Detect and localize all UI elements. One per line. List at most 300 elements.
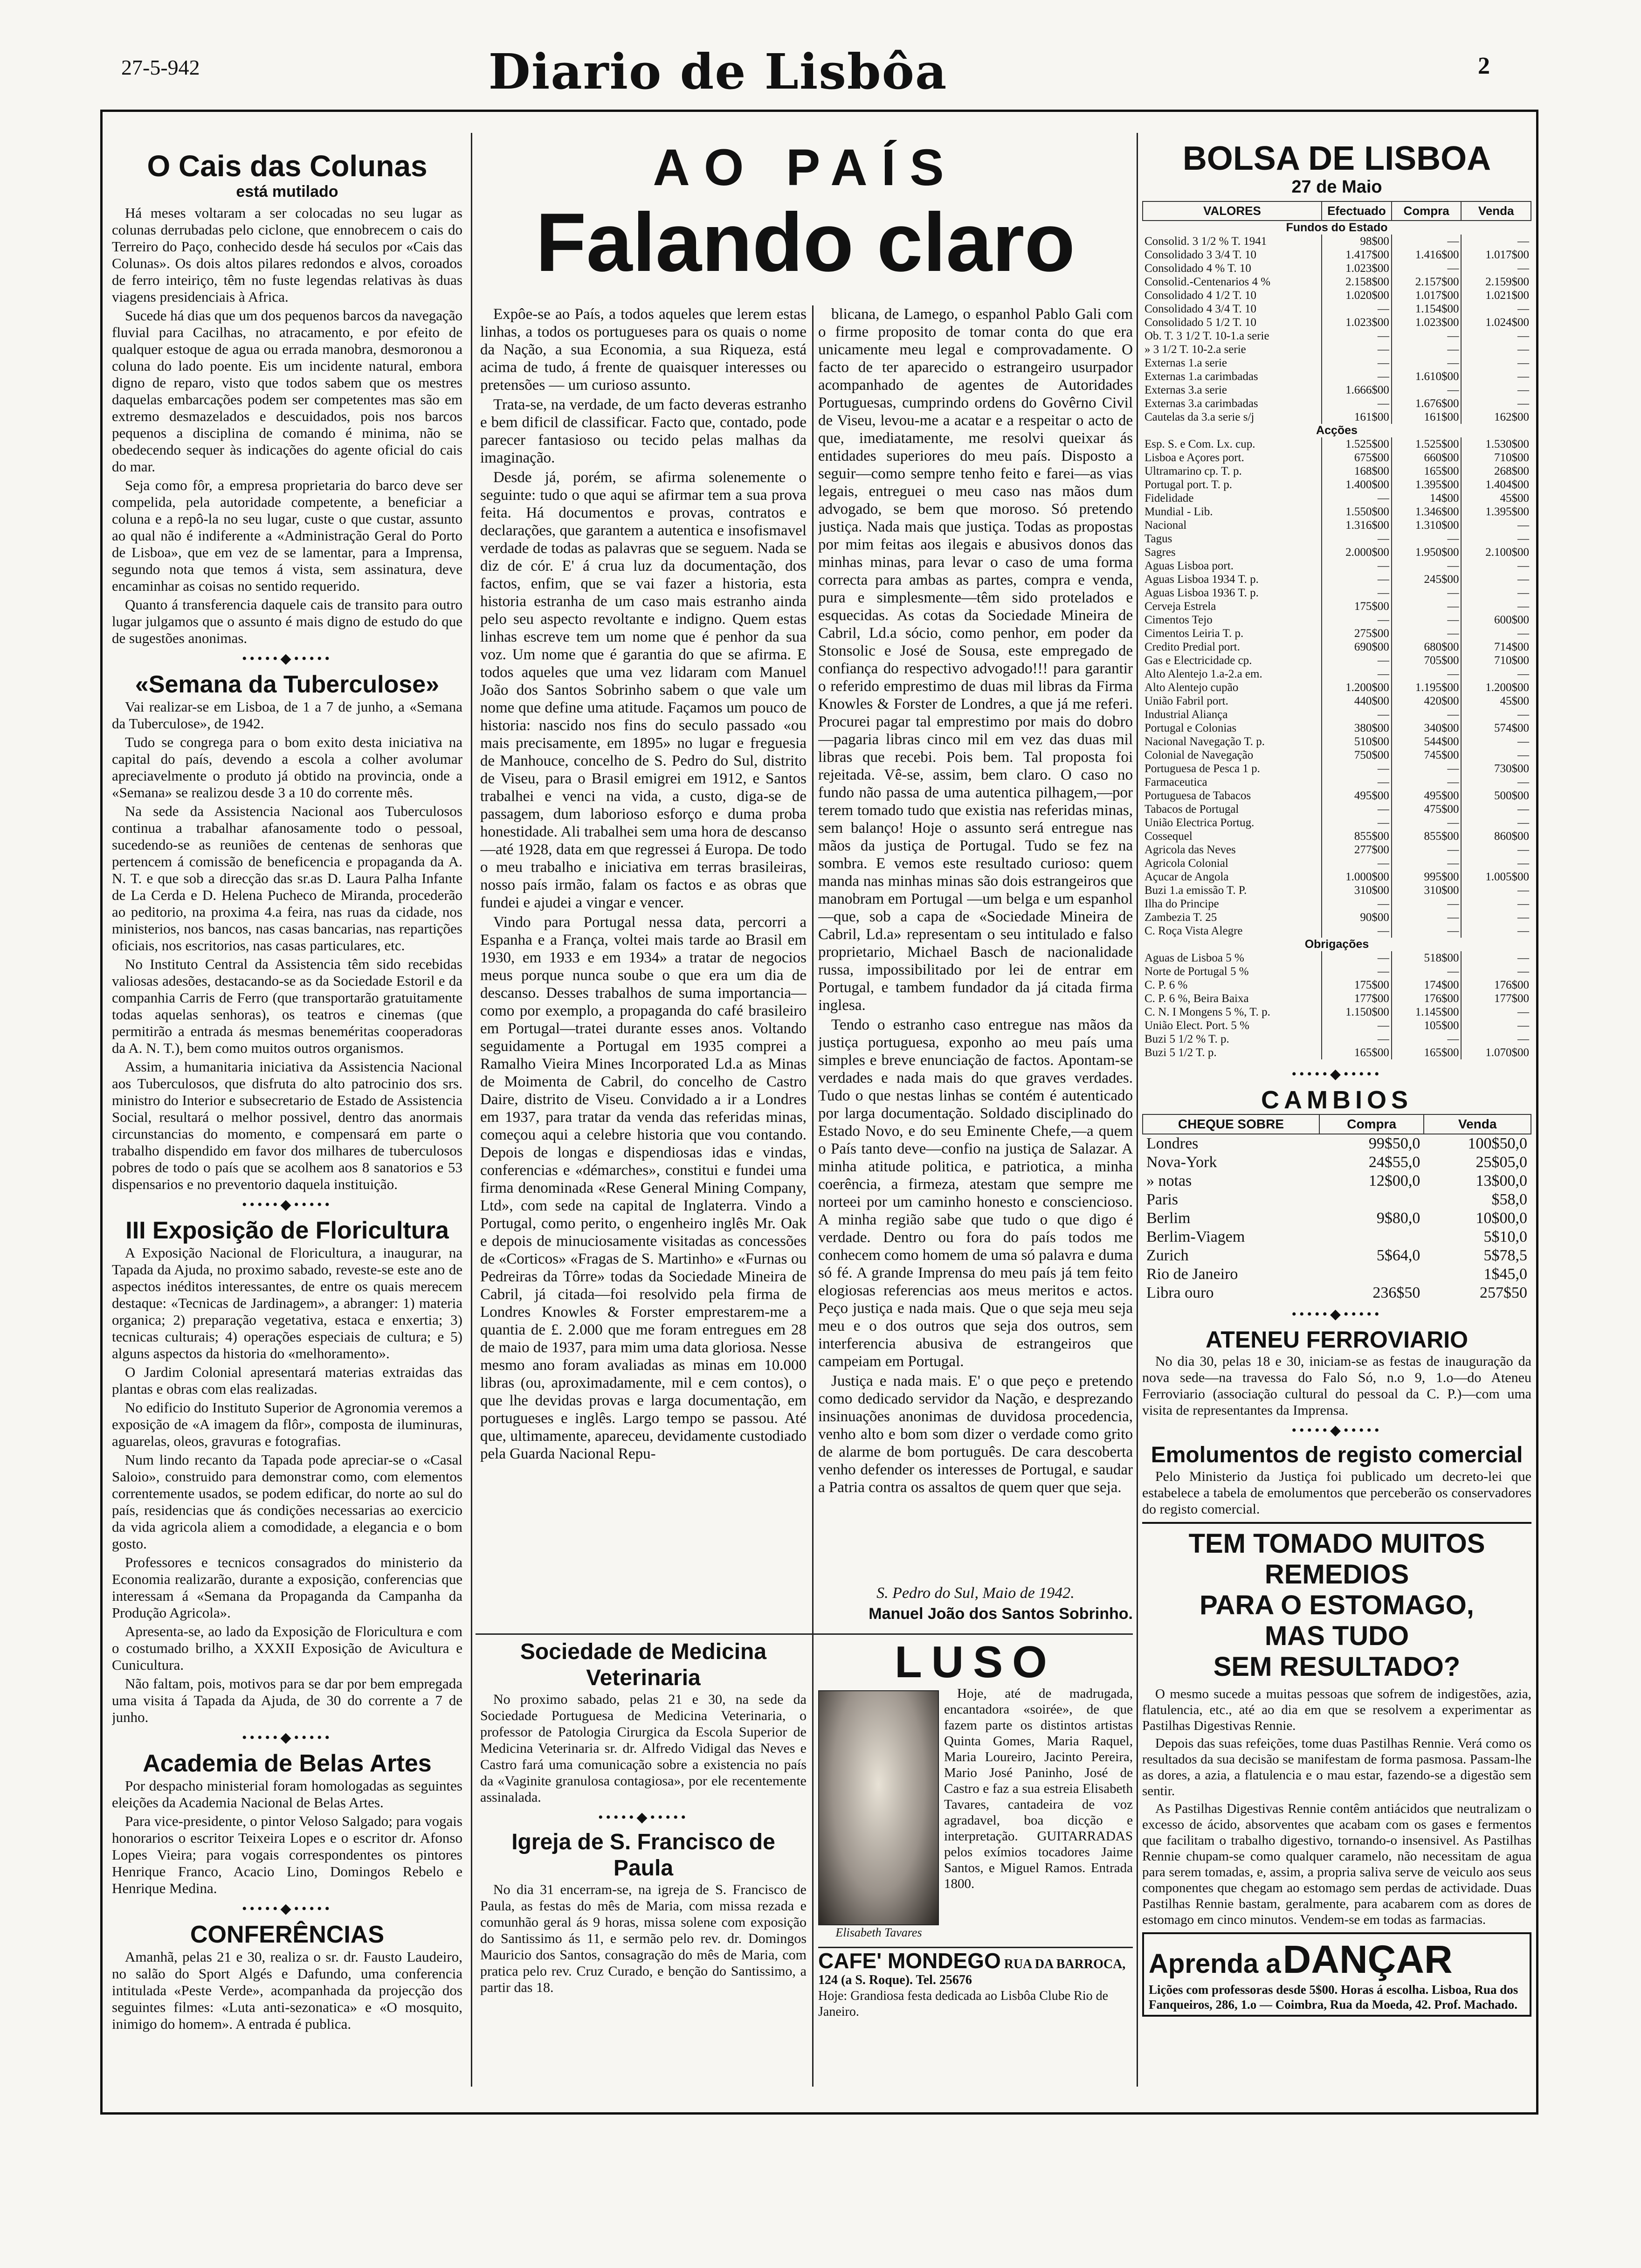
table-row — [1143, 1046, 1531, 1059]
table-row — [1143, 830, 1531, 843]
price-cell: 1.416$00 — [1392, 248, 1462, 262]
luso-title: LUSO — [895, 1639, 1056, 1687]
price-cell: — — [1461, 235, 1531, 248]
price-cell: 45$00 — [1461, 694, 1531, 708]
price-cell: 860$00 — [1461, 830, 1531, 843]
group-label: Acções — [1316, 424, 1358, 437]
danca-text: Lições com professoras desde 5$00. Horas á escolha. Lisboa, Rua dos Fanqueiros, 286, 1.o — Coimbra, Rua da Moeda, 42. Prof. Machado. — [1149, 1983, 1518, 2012]
table-row — [1143, 951, 1531, 965]
security-name: Consolidado 5 1/2 T. 10 — [1145, 316, 1257, 329]
price-cell: 1.525$00 — [1392, 437, 1462, 451]
price-cell: — — [1322, 857, 1392, 870]
table-row — [1143, 654, 1531, 667]
price-cell: — — [1392, 559, 1462, 573]
price-cell: 340$00 — [1392, 721, 1462, 735]
table-row — [1143, 1153, 1531, 1172]
security-name: Norte de Portugal 5 % — [1145, 965, 1249, 978]
ornament-divider: •••••◆••••• — [1291, 1066, 1382, 1082]
table-row — [1143, 519, 1531, 532]
price-cell: 518$00 — [1392, 951, 1462, 965]
rennie-headline-4: MAS TUDO — [1264, 1621, 1409, 1651]
price-cell: 161$00 — [1392, 410, 1462, 424]
price-cell: — — [1461, 329, 1531, 343]
price-cell: — — [1392, 1032, 1462, 1046]
price-cell: 1.316$00 — [1322, 519, 1392, 532]
rate-cell — [1319, 1228, 1424, 1246]
price-cell: 1.404$00 — [1461, 478, 1531, 491]
price-cell: 1.195$00 — [1392, 681, 1462, 694]
security-name: Consolid. 3 1/2 % T. 1941 — [1145, 235, 1267, 248]
price-cell: — — [1392, 857, 1462, 870]
price-cell: — — [1461, 262, 1531, 275]
group-label: Fundos do Estado — [1286, 221, 1388, 234]
ornament-divider: •••••◆••••• — [241, 1901, 333, 1916]
table-row — [1143, 262, 1531, 275]
security-name: Tagus — [1145, 532, 1172, 545]
ateneu-title: ATENEU FERROVIARIO — [1206, 1327, 1468, 1353]
security-name: Zambezia T. 25 — [1145, 911, 1217, 924]
price-cell: — — [1461, 370, 1531, 383]
price-cell: — — [1322, 613, 1392, 627]
price-cell: — — [1322, 762, 1392, 775]
security-name: Externas 1.a serie — [1145, 357, 1227, 369]
security-name: Cautelas da 3.a serie s/j — [1145, 411, 1255, 423]
price-cell: — — [1322, 708, 1392, 721]
table-row — [1143, 1005, 1531, 1019]
price-cell: 168$00 — [1322, 464, 1392, 478]
table-header-row — [1143, 1114, 1531, 1134]
price-cell: 750$00 — [1322, 748, 1392, 762]
price-cell: — — [1392, 532, 1462, 546]
price-cell: 745$00 — [1392, 748, 1462, 762]
price-cell: — — [1322, 397, 1392, 410]
price-cell: 1.154$00 — [1392, 302, 1462, 316]
security-name: Portugal e Colonias — [1145, 722, 1237, 734]
price-cell: 245$00 — [1392, 573, 1462, 586]
security-name: Aguas de Lisboa 5 % — [1145, 952, 1244, 964]
price-cell: 574$00 — [1461, 721, 1531, 735]
group-row — [1143, 221, 1531, 235]
security-name: Agricola das Neves — [1145, 844, 1236, 856]
price-cell: 1.017$00 — [1392, 289, 1462, 302]
paragraph: No edificio do Instituto Superior de Agronomia veremos a exposição de «A imagem da flôr», composta de iluminuras, aguarelas, oleos, gravuras e fotografias. — [112, 1399, 462, 1449]
exchange-place: Londres — [1146, 1135, 1199, 1152]
price-cell: — — [1392, 235, 1462, 248]
security-name: Fidelidade — [1145, 492, 1194, 505]
table-row — [1143, 1190, 1531, 1209]
paragraph: blicana, de Lamego, o espanhol Pablo Gali com o firme proposito de tomar conta do que era unicamente meu legal e comprovadamente. O facto de ter aparecido o estrangeiro usurpador acompanhado de agentes de Autoridades Portuguesas, cumprindo ordens do Govêrno Civil de Viseu, levou-me a acatar e a respeitar o acto de que, imediatamente, me resolvi queixar ás entidades superiores do meu país. Disposto a seguir—como sempre tenho feito e farei—as vias legais, entreguei o meu caso nas mãos dum advogado, se bem que moroso. Só pretendo justiça. Nada mais que justiça. Todas as propostas por mim feitas aos ilegais e abusivos donos das minhas minas, para levar o caso de uma forma correcta para ambas as partes, compra e venda, pura e simplesmente—têm sido protelados e esquecidas. As cotas da Sociedade Mineira de Cabril, Ld.a sócio, como penhor, em poder da Stonsolic e José de Sousa, este empregado de confiança do respectivo advogado!!! para garantir o referido emprestimo de duas mil libras da Firma Knowles & Forster de Londres, a que já me referi. Procurei pagar tal emprestimo por mais do dobro—pagaria libras cinco mil em vez das duas mil libras que recebi. Pois bem. Tal proposta foi rejeitada. Vê-se, assim, bem claro. O caso no fundo não passa de uma autentica pilhagem,—por terem tomado tudo que existia nas referidas minas, sem balanço! Hoje o assunto será entregue nas mãos da justiça de Portugal. Tudo se fez na sombra. E vemos este resultado curioso: quem manda nas minhas minas são dois estrangeiros que manobram em Portugal —um belga e um espanhol—que, sob a capa de «Sociedade Mineira de Cabril, Ld.a» representam o seu intitulado e falso proprietario, Michael Basch de nacionalidade russa, impossibilitado por lei de entrar em Portugal, e tambem fundador da já citada firma inglesa. — [818, 306, 1133, 1014]
rate-cell: 25$05,0 — [1476, 1154, 1527, 1171]
security-name: » 3 1/2 T. 10-2.a serie — [1145, 343, 1246, 356]
price-cell: — — [1322, 654, 1392, 667]
table-row — [1143, 586, 1531, 600]
table-row — [1143, 248, 1531, 262]
price-cell: 510$00 — [1322, 735, 1392, 748]
price-cell: — — [1322, 951, 1392, 965]
security-name: Consolidado 4 3/4 T. 10 — [1145, 303, 1257, 315]
price-cell: — — [1461, 924, 1531, 938]
luso-text — [944, 1686, 1133, 1894]
cambios-table — [1142, 1114, 1531, 1302]
cambios-title: CAMBIOS — [1261, 1086, 1413, 1114]
price-cell: — — [1392, 897, 1462, 911]
bolsa-title: BOLSA DE LISBOA — [1182, 140, 1491, 177]
table-row — [1143, 329, 1531, 343]
price-cell: 2.158$00 — [1322, 275, 1392, 289]
price-cell: — — [1392, 383, 1462, 397]
price-cell: 1.950$00 — [1392, 546, 1462, 559]
table-row — [1143, 1172, 1531, 1190]
table-row — [1143, 681, 1531, 694]
security-name: Alto Alentejo cupão — [1145, 681, 1239, 694]
security-name: Portuguesa de Pesca 1 p. — [1145, 762, 1260, 775]
price-cell: 105$00 — [1392, 1019, 1462, 1032]
price-cell: 98$00 — [1322, 235, 1392, 248]
price-cell: 1.417$00 — [1322, 248, 1392, 262]
paragraph: Vindo para Portugal nessa data, percorri a Espanha e a França, voltei mais tarde ao Brasil em 1930, em 1933 e em 1934» a tratar de negocios meus porque nunca soube o que era um dia de descanso. Desses trabalhos de suma importancia—como por exemplo, a propaganda do café brasileiro em Portugal—tratei durante esses anos. Voltando seguidamente a Portugal em 1935 comprei a Ramalho Vieira Mines Incorporated Ld.a as Minas de Moimenta de Cabril, do concelho de Castro Daire, distrito de Viseu. Convidado a ir a Londres em 1937, para tratar da venda das referidas minas, começou aqui a celebre historia que vou contando. Depois de longas e dispendiosas idas e vindas, conferencias e «démarches», constitui e fundei uma firma denominada «Rese General Mining Company, Ltd», com sede na capital de Inglaterra. Vindo a Portugal, como perito, o engenheiro inglês Mr. Oak e depois de minuciosamente visitadas as concessões de «Corticos» «Fragas de S. Martinho» e «Furnas ou Pedreiras da Tôrre» todas da Sociedade Mineira de Cabril, já citada—foi resolvido pela firma de Londres Knowles & Forster emprestarem-me a quantia de £. 2.000 que me foram entregues em 28 de maio de 1937, para mim uma data gloriosa. Nesse mesmo ano foram avaliadas as minas em 10.000 libras (ou, aproximadamente, mil e cem contos), o que lhe devidas provas e larga documentação, em portugueses e inglês. Largo tempo se passou. Até que, ultimamente, apareceu, devidamente custodiado pela Guarda Nacional Repu- — [480, 914, 807, 1462]
price-cell: 420$00 — [1392, 694, 1462, 708]
price-cell: 440$00 — [1322, 694, 1392, 708]
exchange-place: Paris — [1146, 1191, 1178, 1208]
price-cell: — — [1322, 370, 1392, 383]
paragraph: Hoje, até de madrugada, encantadora «soirée», de que fazem parte os distintos artistas Quinta Gomes, Maria Raquel, Maria Loureiro, Jacinto Pereira, Mario José Paninho, José de Castro e faz a sua estreia Elisabeth Tavares, cantadeira de voz agradavel, boa dicção e interpretação. GUITARRADAS pelos exímios tocadores Jaime Santos, e Miguel Ramos. Entrada 1800. — [944, 1686, 1133, 1891]
price-cell: — — [1322, 532, 1392, 546]
price-cell: 1.395$00 — [1461, 505, 1531, 519]
security-name: Consolidado 4 1/2 T. 10 — [1145, 289, 1257, 302]
price-cell: 177$00 — [1461, 992, 1531, 1005]
table-row — [1143, 546, 1531, 559]
group-label: Obrigações — [1304, 938, 1369, 951]
price-cell: 174$00 — [1392, 978, 1462, 992]
bolsa-table — [1142, 201, 1531, 1059]
price-cell: 165$00 — [1392, 464, 1462, 478]
price-cell: — — [1392, 924, 1462, 938]
editorial-dateline: S. Pedro do Sul, Maio de 1942. — [876, 1584, 1075, 1602]
price-cell: 1.021$00 — [1461, 289, 1531, 302]
column-rule — [812, 1633, 814, 2087]
column-header: Efectuado — [1322, 201, 1392, 221]
price-cell: — — [1392, 356, 1462, 370]
table-row — [1143, 410, 1531, 424]
price-cell: 710$00 — [1461, 654, 1531, 667]
security-name: União Electrica Portug. — [1145, 816, 1255, 829]
price-cell: — — [1392, 262, 1462, 275]
price-cell: — — [1392, 613, 1462, 627]
price-cell: 1.005$00 — [1461, 870, 1531, 884]
security-name: Sagres — [1145, 546, 1176, 559]
table-row — [1143, 1032, 1531, 1046]
newspaper-masthead: Diario de Lisbôa — [488, 43, 948, 100]
table-row — [1143, 1019, 1531, 1032]
price-cell: — — [1392, 586, 1462, 600]
price-cell: 176$00 — [1392, 992, 1462, 1005]
danca-advert — [1142, 1932, 1531, 2017]
price-cell: 177$00 — [1322, 992, 1392, 1005]
price-cell: — — [1461, 519, 1531, 532]
paragraph: Justiça e nada mais. E' o que peço e pretendo como dedicado servidor da Nação, e desprezando insinuações anonimas de duvidosa procedencia, venho alto e bom som dizer o verdade como grito de alarme de bom português. De cara descoberta venho defender os interesses de Portugal, e saudar a Patria contra os assaltos de quem quer que seja. — [818, 1373, 1133, 1496]
semana-title: «Semana da Tuberculose» — [135, 671, 440, 698]
price-cell: — — [1392, 708, 1462, 721]
table-row — [1143, 789, 1531, 802]
table-row — [1143, 491, 1531, 505]
rate-cell: 9$80,0 — [1376, 1210, 1420, 1227]
rate-cell: 5$78,5 — [1483, 1247, 1527, 1264]
table-header-row — [1143, 201, 1531, 221]
security-name: Cimentos Leiria T. p. — [1145, 627, 1244, 640]
paragraph: O Jardim Colonial apresentará materias extraidas das plantas e obras com elas realizadas. — [112, 1364, 462, 1397]
price-cell: — — [1322, 586, 1392, 600]
section-rule — [476, 1633, 1133, 1635]
paragraph: Assim, a humanitaria iniciativa da Assistencia Nacional aos Tuberculosos, que disfruta do alto patrocinio dos srs. ministro do Interior e subsecretario de Estado de Assistencia Social, resultará o melhor possivel, dentro das anormais circunstancias do momento, e compensará em parte o trabalho dispendido em favor dos milhares de tuberculosos pobres de todo o país que se acolhem aos 8 sanatorios e 53 dispensarios e no preventorio daquela instituição. — [112, 1058, 462, 1192]
emolumentos-title: Emolumentos de registo comercial — [1151, 1443, 1523, 1467]
security-name: Aguas Lisboa 1934 T. p. — [1145, 573, 1259, 586]
paragraph: Pelo Ministerio da Justiça foi publicado um decreto-lei que estabelece a tabela de emolumentos que perceberão os conservadores do registo comercial. — [1142, 1469, 1531, 1517]
table-row — [1143, 667, 1531, 681]
table-row — [1143, 302, 1531, 316]
price-cell: 475$00 — [1392, 802, 1462, 816]
paragraph: No dia 31 encerram-se, na igreja de S. Francisco de Paula, as festas do mês de Maria, com missa rezada e comunhão geral ás 9 horas, missa solene com exposição do Santissimo ás 11, e sermão pelo rev. dr. Domingos Mauricio dos Santos, consagração do mês de Maria, com pratica pelo rev. Cruz Curado, e benção do Santissimo, a partir das 18. — [480, 1882, 807, 1995]
security-name: Ob. T. 3 1/2 T. 10-1.a serie — [1145, 330, 1269, 342]
price-cell: — — [1322, 329, 1392, 343]
price-cell: 495$00 — [1322, 789, 1392, 802]
rate-cell: $58,0 — [1491, 1191, 1527, 1208]
security-name: Portuguesa de Tabacos — [1145, 789, 1251, 802]
table-row — [1143, 478, 1531, 491]
paragraph: Há meses voltaram a ser colocadas no seu lugar as colunas derrubadas pelo ciclone, que ennobrecem o cais do Terreiro do Paço, conhecido desde há seculos por «Cais das Colunas». Os dois altos pilares redondos e alvos, coroados de ferro inteiriço, têm no fuste legendas relativas às duas viagens presidenciais à Africa. — [112, 205, 462, 305]
conferencias-article — [112, 1949, 462, 2033]
editorial-kicker: AO PAÍS — [653, 140, 958, 196]
security-name: C. P. 6 %, Beira Baixa — [1145, 992, 1249, 1005]
table-row — [1143, 694, 1531, 708]
table-row — [1143, 775, 1531, 789]
security-name: Tabacos de Portugal — [1145, 803, 1239, 816]
price-cell: — — [1392, 911, 1462, 924]
danca-lead: Aprenda a — [1149, 1949, 1281, 1979]
price-cell: 161$00 — [1322, 410, 1392, 424]
exchange-place: Zurich — [1146, 1247, 1189, 1264]
price-cell: 544$00 — [1392, 735, 1462, 748]
exchange-place: Rio de Janeiro — [1146, 1265, 1238, 1283]
price-cell: — — [1392, 600, 1462, 613]
price-cell: — — [1322, 802, 1392, 816]
rate-cell: 100$50,0 — [1468, 1135, 1527, 1152]
security-name: Externas 1.a carimbadas — [1145, 370, 1258, 383]
price-cell: — — [1461, 802, 1531, 816]
rennie-headline-2: REMEDIOS — [1264, 1559, 1409, 1590]
price-cell: — — [1461, 397, 1531, 410]
table-row — [1143, 721, 1531, 735]
price-cell: 495$00 — [1392, 789, 1462, 802]
price-cell: — — [1461, 302, 1531, 316]
price-cell: 705$00 — [1392, 654, 1462, 667]
cais-article — [112, 205, 462, 647]
price-cell: — — [1461, 532, 1531, 546]
price-cell: — — [1461, 884, 1531, 897]
column-header: Compra — [1392, 201, 1462, 221]
security-name: Aguas Lisboa 1936 T. p. — [1145, 587, 1259, 599]
table-row — [1143, 870, 1531, 884]
security-name: Consolid.-Centenarios 4 % — [1145, 276, 1271, 288]
luso-advert — [818, 1639, 1133, 2084]
security-name: Consolidado 4 % T. 10 — [1145, 262, 1251, 275]
table-row — [1143, 437, 1531, 451]
rate-cell: 13$00,0 — [1476, 1172, 1527, 1189]
price-cell: — — [1461, 600, 1531, 613]
security-name: Buzi 5 1/2 T. p. — [1145, 1046, 1217, 1059]
price-cell: 175$00 — [1322, 978, 1392, 992]
price-cell: 90$00 — [1322, 911, 1392, 924]
paragraph: Tendo o estranho caso entregue nas mãos da justiça portuguesa, exponho ao meu país uma simples e breve enunciação de factos. Apontam-se verdades e nada mais do que graves verdades. Tudo o que nestas linhas se contém é autenticado por larga documentação. Soldado disciplinado do Estado Novo, e do seu Eminente Chefe,—a quem o País tanto deve—confio na justiça de Salazar. A minha atitude politica, e patriotica, a minha coerência, a firmeza, atestam que sempre me norteei por um caminho honesto e consciencioso. A minha região sabe que tudo o que digo é verdade. Dentro ou fora do país todos me conhecem como homem de uma só palavra e duma só fé. A grande Imprensa do meu país já tem feito elogiosas referencias aos meus meritos e actos. Peço justiça e nada mais. Que o que seja meu seja meu e o dos outros que seja dos outros, sem interferencia abusiva de estrangeiros que campeiam em Portugal. — [818, 1016, 1133, 1370]
price-cell: — — [1461, 356, 1531, 370]
table-row — [1143, 370, 1531, 383]
table-row — [1143, 235, 1531, 248]
price-cell: 1.024$00 — [1461, 316, 1531, 329]
security-name: União Elect. Port. 5 % — [1145, 1019, 1249, 1032]
security-name: Ilha do Principe — [1145, 898, 1219, 910]
paragraph: Apresenta-se, ao lado da Exposição de Floricultura e com o costumado brilho, a XXXII Exposição de Avicultura e Cunicultura. — [112, 1623, 462, 1673]
table-row — [1143, 924, 1531, 938]
price-cell: — — [1461, 383, 1531, 397]
danca-word: DANÇAR — [1282, 1937, 1453, 1981]
price-cell: 710$00 — [1461, 451, 1531, 464]
mondego-text: Hoje: Grandiosa festa dedicada ao Lisbôa Clube Rio de Janeiro. — [818, 1989, 1109, 2019]
price-cell: 1.676$00 — [1392, 397, 1462, 410]
academia-title: Academia de Belas Artes — [143, 1750, 432, 1777]
price-cell: — — [1322, 356, 1392, 370]
price-cell: 1.200$00 — [1461, 681, 1531, 694]
group-row — [1143, 938, 1531, 951]
price-cell: 165$00 — [1392, 1046, 1462, 1059]
price-cell: — — [1461, 775, 1531, 789]
table-row — [1143, 356, 1531, 370]
column-header: Venda — [1424, 1114, 1531, 1134]
rate-cell — [1319, 1190, 1424, 1209]
price-cell: 1.023$00 — [1322, 262, 1392, 275]
paragraph: No dia 30, pelas 18 e 30, iniciam-se as festas de inauguração da nova sede—na travessa do Falo Só, n.o 9, 1.o—do Ateneu Ferroviario (associação cultural do pessoal da C. P.)—com uma visita de representantes da Imprensa. — [1142, 1354, 1531, 1418]
medicina-title: Sociedade de Medicina Veterinaria — [520, 1639, 767, 1690]
table-row — [1143, 505, 1531, 519]
price-cell: 2.000$00 — [1322, 546, 1392, 559]
table-row — [1143, 978, 1531, 992]
mondego-address: RUA DA BARROCA, 124 (a S. Roque). Tel. 25676 — [818, 1957, 1126, 1987]
price-cell: — — [1461, 586, 1531, 600]
table-row — [1143, 911, 1531, 924]
price-cell: — — [1461, 1032, 1531, 1046]
security-name: Externas 3.a carimbadas — [1145, 397, 1258, 410]
price-cell: 1.145$00 — [1392, 1005, 1462, 1019]
price-cell: 310$00 — [1322, 884, 1392, 897]
table-row — [1143, 735, 1531, 748]
table-row — [1143, 383, 1531, 397]
column-rule — [812, 305, 814, 1634]
rennie-headline-5: SEM RESULTADO? — [1213, 1652, 1461, 1682]
table-row — [1143, 613, 1531, 627]
security-name: Cimentos Tejo — [1145, 614, 1213, 626]
editorial-header — [480, 140, 1131, 308]
price-cell: 500$00 — [1461, 789, 1531, 802]
price-cell: 176$00 — [1461, 978, 1531, 992]
security-name: Buzi 1.a emissão T. P. — [1145, 884, 1247, 897]
price-cell: 660$00 — [1392, 451, 1462, 464]
price-cell: 714$00 — [1461, 640, 1531, 654]
exchange-place: » notas — [1146, 1172, 1192, 1189]
price-cell: — — [1322, 816, 1392, 830]
price-cell: — — [1322, 302, 1392, 316]
ornament-divider: •••••◆••••• — [1291, 1307, 1382, 1322]
price-cell: — — [1392, 816, 1462, 830]
table-row — [1143, 451, 1531, 464]
price-cell: — — [1392, 343, 1462, 356]
paragraph: Trata-se, na verdade, de um facto deveras estranho e bem dificil de classificar. Facto que, contado, pode parecer fantasioso ou tecido pelas malhas da imaginação. — [480, 396, 807, 466]
price-cell: — — [1461, 843, 1531, 857]
table-row — [1143, 816, 1531, 830]
price-cell: 2.100$00 — [1461, 546, 1531, 559]
paragraph: Vai realizar-se em Lisboa, de 1 a 7 de junho, a «Semana da Tuberculose», de 1942. — [112, 698, 462, 732]
price-cell: 1.200$00 — [1322, 681, 1392, 694]
price-cell: 1.000$00 — [1322, 870, 1392, 884]
price-cell: 175$00 — [1322, 600, 1392, 613]
price-cell: — — [1392, 775, 1462, 789]
editorial-column-2 — [818, 305, 1133, 1632]
cais-title: O Cais das Colunas — [147, 149, 427, 183]
price-cell: — — [1461, 965, 1531, 978]
paragraph: Num lindo recanto da Tapada pode apreciar-se o «Casal Saloio», construido para demonstrar como, com elementos correntemente usados, se podem edificar, do norte ao sul do país, residencias que ás condições necessarias ao exercicio da vida agricola aliem a comodidade, a elegancia e o bom gosto. — [112, 1452, 462, 1552]
price-cell: — — [1322, 343, 1392, 356]
paragraph: O mesmo sucede a muitas pessoas que sofrem de indigestões, azia, flatulencia, etc., até ao dia em que se resolvem a experimentar as Pastilhas Digestivas Rennie. — [1142, 1687, 1531, 1733]
ornament-divider: •••••◆••••• — [241, 1730, 333, 1745]
table-row — [1143, 275, 1531, 289]
price-cell: 1.023$00 — [1322, 316, 1392, 329]
rate-cell: 5$64,0 — [1376, 1247, 1420, 1264]
price-cell: — — [1392, 762, 1462, 775]
table-row — [1143, 884, 1531, 897]
paragraph: Depois das suas refeições, tome duas Pastilhas Rennie. Verá como os resultados da sua decisão se manifestam de forma pasmosa. Passam-lhe as dores, a azia, a flatulencia e o mau estar, fazendo-se a digestão sem sentir. — [1142, 1736, 1531, 1798]
security-name: Aguas Lisboa port. — [1145, 560, 1234, 572]
rate-cell: 236$50 — [1372, 1284, 1420, 1301]
paragraph: No proximo sabado, pelas 21 e 30, na sede da Sociedade Portuguesa de Medicina Veterinaria, o professor de Patologia Cirurgica da Escola Superior de Medicina Veterinaria sr. dr. Alfredo Vidigal das Neves e Castro fará uma comunicação sobre a existencia no país da «Vaginite granulosa contagiosa», por ele recentemente assinalada. — [480, 1692, 807, 1805]
price-cell: — — [1322, 1032, 1392, 1046]
rate-cell: 5$10,0 — [1483, 1228, 1527, 1245]
paragraph: Amanhã, pelas 21 e 30, realiza o sr. dr. Fausto Laudeiro, no salão do Sport Algés e Dafundo, uma conferencia intitulada «Peste Verde», acompanhada da projecção dos seguintes filmes: «Luta anti-sezonatica» e «O mosquito, inimigo do homem». A entrada é publica. — [112, 1949, 462, 2032]
rate-cell: 99$50,0 — [1368, 1135, 1420, 1152]
price-cell: — — [1461, 627, 1531, 640]
price-cell: 1.017$00 — [1461, 248, 1531, 262]
left-column — [112, 149, 462, 2084]
security-name: Industrial Aliança — [1145, 708, 1228, 721]
table-row — [1143, 1209, 1531, 1228]
cais-subtitle: está mutilado — [236, 183, 338, 201]
paragraph: Para vice-presidente, o pintor Veloso Salgado; para vogais honorarios o escritor Teixeira Lopes e o escritor dr. Afonso Lopes Vieira; para vogais correspondentes os pintores Henrique Franco, Acacio Lino, Domingos Rebelo e Henrique Medina. — [112, 1813, 462, 1896]
column-header: VALORES — [1143, 201, 1322, 221]
ornament-divider: •••••◆••••• — [241, 651, 333, 666]
price-cell: 268$00 — [1461, 464, 1531, 478]
security-name: Nacional Navegação T. p. — [1145, 735, 1265, 748]
price-cell: — — [1461, 708, 1531, 721]
exchange-place: Nova-York — [1146, 1154, 1217, 1171]
security-name: C. Roça Vista Alegre — [1145, 925, 1243, 937]
exchange-place: Berlim-Viagem — [1146, 1228, 1245, 1245]
column-header: Venda — [1461, 201, 1531, 221]
floricultura-article — [112, 1245, 462, 1726]
bolsa-date: 27 de Maio — [1291, 177, 1382, 197]
price-cell: — — [1322, 491, 1392, 505]
rennie-advert — [1142, 1522, 1531, 1928]
price-cell: 165$00 — [1322, 1046, 1392, 1059]
table-row — [1143, 573, 1531, 586]
table-row — [1143, 343, 1531, 356]
column-header: CHEQUE SOBRE — [1143, 1114, 1319, 1134]
table-row — [1143, 1228, 1531, 1246]
